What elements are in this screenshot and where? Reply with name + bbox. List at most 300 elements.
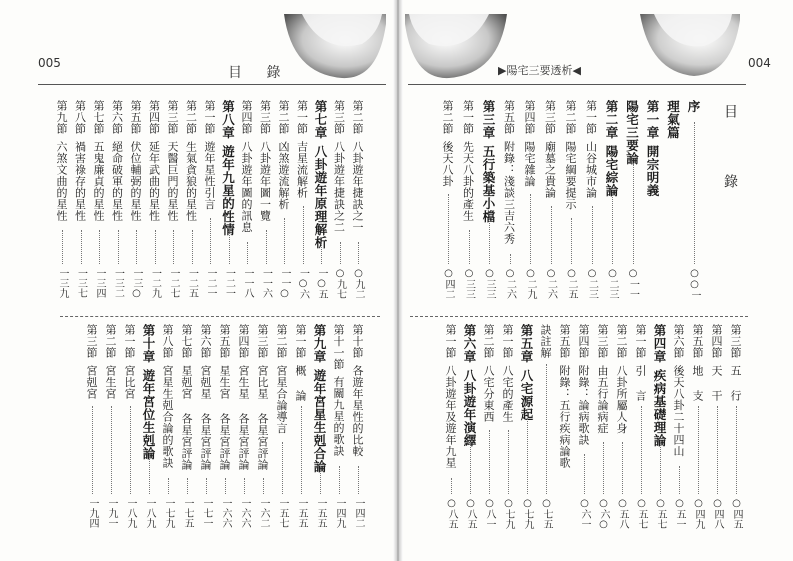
toc-entry [483, 324, 494, 422]
toc-leader-dots [592, 206, 593, 264]
toc-entry-label: 第一節 [295, 100, 309, 135]
toc-entry [504, 100, 515, 244]
toc-leader-dots [229, 230, 230, 264]
toc-entry-title: 生氣貪狼的星性 [184, 140, 198, 221]
toc-entry-title: 八卦遊年演繹 [462, 369, 477, 447]
toc-leader-dots [584, 454, 585, 494]
toc-entry [654, 324, 665, 447]
toc-entry-title: 遊年宮位生剋論 [141, 369, 156, 460]
toc-entry [521, 324, 532, 421]
toc-leader-dots [551, 206, 552, 264]
right-section-divider [410, 316, 748, 317]
toc-leader-dots [571, 218, 572, 264]
toc-entry-title: 陽宅雜論 [523, 140, 536, 187]
toc-entry-label: 第一章 [645, 100, 660, 139]
toc-entry-title: 遊年九星的性情 [220, 145, 236, 236]
toc-entry-title: 八卦所屬人身 [615, 364, 628, 434]
toc-entry-page-number: ○四二 [443, 268, 454, 299]
toc-entry-label: 第二節 [564, 100, 577, 135]
toc-entry [540, 324, 551, 359]
toc-entry-label: 第三章 [481, 100, 496, 139]
toc-entry-label: 第一節 [294, 324, 307, 359]
taiji-decoration-icon [282, 14, 386, 80]
toc-leader-dots [736, 406, 737, 494]
toc-entry-label: 第二節 [615, 324, 628, 359]
toc-entry-label: 理氣篇 [665, 100, 681, 139]
toc-entry [143, 324, 154, 460]
toc-leader-dots [130, 406, 131, 494]
toc-entry-page-number: 一九四 [87, 498, 98, 528]
toc-entry-label: 第一節 [634, 324, 647, 359]
toc-entry-page-number: ○五七 [655, 498, 666, 529]
toc-entry-label: 第三節 [85, 324, 98, 359]
toc-leader-dots [244, 478, 245, 494]
toc-entry-page-number: ○二九 [525, 268, 536, 299]
toc-leader-dots [321, 242, 322, 264]
toc-leader-dots [641, 406, 642, 494]
toc-leader-dots [530, 194, 531, 264]
toc-entry-label: 第八節 [73, 100, 87, 135]
toc-entry-title: 凶煞遊流解析 [277, 140, 290, 210]
toc-entry-page-number: 一二一 [223, 268, 235, 298]
toc-entry [124, 324, 135, 399]
toc-entry-title: 天醫巨門的星性 [166, 140, 179, 221]
toc-entry-label: 第一節 [444, 324, 457, 359]
toc-entry-label: 第五節 [218, 324, 231, 359]
toc-leader-dots [339, 466, 340, 494]
toc-entry-page-number: ○八一 [484, 498, 495, 529]
toc-entry-title: 各遊年星性的比較 [351, 364, 364, 457]
toc-entry [186, 100, 197, 221]
toc-leader-dots [155, 230, 156, 264]
toc-leader-dots [173, 230, 174, 264]
toc-entry-page-number: 一八九 [144, 498, 155, 528]
book-gutter [393, 0, 403, 561]
toc-leader-dots [508, 430, 509, 494]
toc-entry [559, 324, 570, 468]
toc-entry-label: 第四節 [710, 324, 723, 359]
toc-entry-title: 八卦遊年捷訣之一 [351, 140, 364, 233]
toc-entry [334, 100, 345, 233]
toc-entry-label: 第四節 [577, 324, 590, 359]
toc-entry-title: 廟墓之貴論 [543, 140, 557, 198]
toc-entry [295, 324, 306, 401]
toc-leader-dots [679, 466, 680, 494]
toc-entry-page-number: ○九七 [334, 268, 346, 299]
toc-leader-dots [694, 122, 695, 264]
toc-entry-title: 吉星流解析 [295, 140, 309, 198]
toc-entry-title: 八宅的產生 [501, 364, 514, 422]
toc-leader-dots [489, 430, 490, 494]
toc-entry-title: 六煞文曲的星性 [55, 140, 68, 221]
toc-entry-title: 後天八卦 [441, 140, 454, 187]
toc-leader-dots [187, 478, 188, 494]
toc-entry-page-number: 一四九 [334, 498, 345, 528]
toc-entry-label: 第七節 [180, 324, 193, 359]
toc-entry-page-number: 一三九 [57, 268, 68, 298]
toc-leader-dots [282, 442, 283, 494]
toc-leader-dots [358, 242, 359, 264]
toc-entry-label: 第三節 [256, 324, 269, 359]
toc-entry [181, 324, 192, 470]
toc-entry-page-number: ○二三 [586, 268, 598, 299]
toc-entry-label: 第五節 [691, 324, 704, 359]
toc-entry-title: 禍害祿存的星性 [73, 140, 87, 221]
toc-entry [545, 100, 556, 198]
toc-entry-page-number: 一七五 [182, 498, 193, 528]
toc-entry-title: 陽宅綱要提示 [564, 140, 577, 210]
toc-entry-title: 延年武曲的星性 [147, 140, 161, 221]
toc-entry-label: 第三節 [596, 324, 609, 359]
toc-entry-label: 第五節 [558, 324, 571, 359]
toc-leader-dots [168, 478, 169, 494]
toc-entry-title: 宮剋星 各星宮評論 [199, 364, 212, 470]
toc-entry-label: 第五節 [129, 100, 142, 135]
toc-entry-page-number: ○六一 [579, 498, 590, 529]
taiji-decoration-icon [640, 14, 740, 80]
toc-leader-dots [448, 194, 449, 264]
toc-entry-label: 第九節 [55, 100, 68, 135]
toc-leader-dots [284, 218, 285, 264]
toc-leader-dots [489, 218, 490, 264]
toc-entry-label: 第六節 [672, 324, 685, 359]
toc-entry [665, 100, 681, 145]
toc-leader-dots [263, 478, 264, 494]
toc-leader-dots [469, 230, 470, 264]
toc-entry-title: 八卦遊年圖一覽 [258, 140, 272, 221]
toc-leader-dots [301, 406, 302, 494]
toc-entry [688, 100, 699, 119]
toc-entry-page-number: 一二九 [149, 268, 161, 298]
taiji-decoration-icon [405, 14, 509, 80]
toc-leader-dots [118, 230, 119, 264]
toc-entry-label: 第六節 [110, 100, 124, 135]
toc-entry-label: 第一節 [584, 100, 598, 135]
toc-entry [565, 100, 576, 210]
toc-entry [241, 100, 252, 233]
toc-leader-dots [99, 230, 100, 264]
left-page-number: 005 [38, 56, 61, 70]
toc-entry-page-number: 一一六 [260, 268, 272, 298]
toc-entry-page-number: ○四八 [712, 498, 723, 529]
toc-entry-page-number: ○二三 [607, 268, 618, 299]
toc-entry-label: 第五章 [519, 324, 534, 363]
toc-entry-title: 先天八卦的產生 [461, 140, 475, 221]
toc-entry-label: 第二節 [104, 324, 117, 359]
toc-entry-label: 第四章 [652, 324, 667, 363]
toc-entry-page-number: 一三七 [75, 268, 87, 298]
toc-entry [238, 324, 249, 470]
toc-entry [276, 324, 287, 434]
toc-leader-dots [303, 206, 304, 264]
toc-entry-title: 八卦遊年原理解析 [313, 145, 328, 249]
toc-entry-page-number: 一○六 [297, 268, 309, 299]
toc-entry [86, 324, 97, 399]
toc-leader-dots [451, 478, 452, 494]
toc-entry-page-number: 一三二 [112, 268, 124, 298]
toc-entry [257, 324, 268, 470]
toc-entry-label: 第二節 [275, 324, 288, 359]
toc-leader-dots [527, 418, 528, 494]
toc-entry [219, 324, 230, 470]
toc-entry [635, 324, 646, 401]
toc-entry-title: 天 干 [710, 364, 723, 401]
toc-entry-label: 第三節 [332, 100, 346, 135]
toc-entry-title: 概 論 [294, 364, 307, 401]
toc-entry-title: 地 支 [691, 364, 704, 401]
toc-leader-dots [358, 466, 359, 494]
toc-entry-page-number: ○三三 [484, 268, 495, 299]
toc-entry-page-number: ○七九 [503, 498, 514, 529]
toc-entry-label: 第八章 [220, 100, 236, 139]
toc-entry-page-number: ○一一 [627, 268, 639, 299]
toc-entry-label: 第四節 [240, 100, 253, 135]
toc-entry-title: 八宅分東西 [482, 364, 495, 422]
toc-leader-dots [612, 194, 613, 264]
toc-title: 目 錄 [722, 104, 738, 208]
toc-entry-label: 第二節 [277, 100, 290, 135]
toc-entry-title: 附錄：淺談三吉六秀 [502, 140, 516, 244]
toc-entry-page-number: 一六六 [239, 498, 250, 528]
toc-leader-dots [717, 406, 718, 494]
toc-entry-title: 後天八卦二十四山 [672, 364, 685, 457]
toc-entry [112, 100, 123, 221]
toc-entry [442, 100, 453, 187]
toc-entry-title: 由五行論病症 [596, 364, 609, 434]
toc-entry [352, 324, 363, 457]
toc-entry-title: 八卦遊年及遊年九星 [444, 364, 457, 468]
toc-leader-dots [192, 230, 193, 264]
toc-entry-label: 第二節 [351, 100, 364, 135]
toc-entry [204, 100, 215, 210]
toc-entry [730, 324, 741, 401]
left-section-divider [60, 316, 380, 317]
toc-entry-title: 陽宅綜論 [604, 145, 619, 197]
toc-entry-title: 引 言 [634, 364, 647, 401]
toc-entry-label: 第九章 [312, 324, 327, 363]
toc-entry [130, 100, 141, 221]
toc-entry-title: 宮星生剋合論的歌訣 [161, 364, 174, 468]
toc-entry [315, 100, 326, 249]
toc-entry-label: 第七章 [313, 100, 328, 139]
toc-entry-title: 星生宮 各星宮評論 [218, 364, 231, 470]
toc-entry-page-number: ○五八 [617, 498, 628, 529]
toc-entry-title: 開宗明義 [645, 145, 660, 197]
toc-entry-page-number: 一○五 [316, 268, 327, 299]
toc-entry [105, 324, 116, 399]
toc-leader-dots [210, 218, 211, 264]
toc-entry-title: 五鬼廉貞的星性 [92, 140, 105, 221]
toc-entry-label: 第四節 [523, 100, 536, 135]
toc-leader-dots [81, 230, 82, 264]
toc-entry [624, 100, 640, 165]
left-page-header: 目 錄 [228, 65, 291, 81]
toc-leader-dots [546, 364, 547, 494]
toc-entry-page-number: 一三○ [131, 268, 142, 299]
toc-entry-title: 宮比宮 [123, 364, 136, 399]
toc-entry [260, 100, 271, 221]
toc-entry-label: 第六節 [199, 324, 212, 359]
toc-leader-dots [247, 242, 248, 264]
toc-entry-title: 遊年宮星生剋合論 [312, 369, 327, 473]
toc-entry-page-number: ○七五 [541, 498, 552, 529]
toc-entry-label: 第三節 [729, 324, 742, 359]
toc-entry [463, 100, 474, 221]
toc-entry-title: 八卦遊年圖的訊息 [240, 140, 253, 233]
toc-entry-label: 第一節 [501, 324, 514, 359]
left-header-rule [38, 84, 386, 85]
toc-entry [149, 100, 160, 221]
toc-entry [647, 100, 658, 197]
toc-entry-page-number: ○三三 [463, 268, 475, 299]
right-page-header: ▶陽宅三要透析◀ [498, 64, 581, 77]
right-page-number: 004 [748, 56, 771, 70]
toc-entry-page-number: 一八九 [125, 498, 136, 528]
toc-entry-page-number: 一九一 [106, 498, 117, 528]
toc-leader-dots [225, 478, 226, 494]
toc-entry-label: 第二節 [441, 100, 454, 135]
toc-entry [445, 324, 456, 468]
toc-entry-page-number: ○二六 [545, 268, 557, 299]
toc-entry-title: 八卦遊年捷訣之二 [332, 140, 346, 233]
toc-entry [220, 100, 236, 236]
toc-entry [692, 324, 703, 401]
toc-leader-dots [510, 254, 511, 264]
toc-entry-title: 訣註解 [539, 324, 552, 359]
toc-entry-label: 第十一節 [332, 324, 345, 370]
toc-entry-label: 第三節 [543, 100, 557, 135]
toc-leader-dots [470, 442, 471, 494]
toc-entry [586, 100, 597, 198]
toc-entry-page-number: 一七一 [201, 498, 212, 528]
toc-leader-dots [603, 442, 604, 494]
toc-leader-dots [320, 466, 321, 494]
toc-leader-dots [622, 442, 623, 494]
toc-leader-dots [206, 478, 207, 494]
toc-entry [278, 100, 289, 210]
toc-entry [711, 324, 722, 401]
toc-entry-page-number: ○二六 [504, 268, 516, 299]
toc-entry-page-number: 一五五 [296, 498, 307, 528]
toc-leader-dots [340, 242, 341, 264]
toc-entry [93, 100, 104, 221]
toc-entry-page-number: ○五一 [674, 498, 685, 529]
toc-entry-title: 五 行 [729, 364, 742, 401]
toc-entry-page-number: 一二五 [186, 268, 198, 298]
toc-entry-label: 第一節 [123, 324, 136, 359]
toc-entry [597, 324, 608, 434]
toc-entry [314, 324, 325, 473]
toc-entry-page-number: 一六六 [220, 498, 231, 528]
toc-entry-title: 宮生星 各星宮評論 [237, 364, 250, 470]
toc-entry-page-number: ○八五 [446, 498, 457, 529]
toc-entry [578, 324, 589, 445]
toc-leader-dots [136, 230, 137, 264]
toc-entry-page-number: ○四九 [693, 498, 704, 529]
toc-entry-label: 第八節 [161, 324, 174, 359]
right-header-rule [408, 84, 746, 85]
toc-entry-label: 第二章 [604, 100, 619, 139]
toc-entry-page-number: 一六二 [258, 498, 269, 528]
toc-entry-label: 第十章 [141, 324, 156, 363]
toc-entry-label: 第十節 [351, 324, 364, 359]
toc-entry-label: 第二節 [482, 324, 495, 359]
toc-entry-page-number: 一三四 [94, 268, 105, 298]
toc-entry-title: 宮比星 各星宮評論 [256, 364, 269, 470]
toc-entry [483, 100, 494, 223]
toc-entry-page-number: ○二五 [566, 268, 577, 299]
toc-entry [200, 324, 211, 470]
toc-entry [297, 100, 308, 198]
toc-entry-page-number: 一一○ [279, 268, 290, 299]
toc-leader-dots [266, 230, 267, 264]
toc-entry-title: 宮生宮 [104, 364, 117, 399]
toc-entry-label: 序 [686, 100, 701, 113]
toc-entry-page-number: ○○一 [689, 268, 700, 300]
toc-entry-label: 第七節 [92, 100, 105, 135]
toc-leader-dots [111, 406, 112, 494]
toc-entry-page-number: 一五五 [315, 498, 326, 528]
toc-entry-title: 山谷城市論 [584, 140, 598, 198]
toc-leader-dots [149, 454, 150, 494]
toc-entry-page-number: 一一八 [242, 268, 253, 298]
toc-entry-page-number: 一二七 [168, 268, 179, 298]
toc-entry-page-number: 一二一 [205, 268, 216, 298]
toc-leader-dots [92, 406, 93, 494]
toc-entry-title: 陽宅三要論 [624, 100, 640, 165]
toc-entry [56, 100, 67, 221]
toc-entry-title: 宮星合論導言 [275, 364, 288, 434]
toc-entry [502, 324, 513, 422]
toc-entry [75, 100, 86, 221]
toc-entry-page-number: ○四五 [731, 498, 742, 529]
toc-entry-page-number: 一七九 [163, 498, 174, 528]
toc-entry-title: 宮剋宮 [85, 364, 98, 399]
toc-entry-title: 遊年星性引言 [203, 140, 216, 210]
toc-entry-label: 第四節 [147, 100, 161, 135]
toc-entry-label: 第一節 [203, 100, 216, 135]
toc-leader-dots [62, 230, 63, 264]
toc-entry [464, 324, 475, 447]
toc-entry-page-number: ○六○ [598, 498, 609, 530]
toc-leader-dots [660, 442, 661, 494]
toc-entry [162, 324, 173, 468]
toc-entry [352, 100, 363, 233]
toc-entry-page-number: ○五七 [636, 498, 647, 529]
toc-entry-title: 星剋宮 各星宮評論 [180, 364, 193, 470]
toc-entry-title: 附錄：五行疾病論歌 [558, 364, 571, 468]
toc-entry-title: 有關九星的歌訣 [332, 376, 345, 457]
toc-entry-label: 第四節 [237, 324, 250, 359]
toc-entry-page-number: ○九二 [353, 268, 364, 299]
toc-entry [167, 100, 178, 221]
toc-entry [616, 324, 627, 434]
toc-entry-page-number: ○七九 [522, 498, 533, 529]
toc-leader-dots [698, 406, 699, 494]
toc-entry-label: 第二節 [184, 100, 198, 135]
toc-entry [333, 324, 344, 457]
toc-entry-title: 絕命破軍的星性 [110, 140, 124, 221]
toc-entry-page-number: ○八五 [465, 498, 476, 529]
toc-entry [606, 100, 617, 197]
toc-entry-label: 第三節 [166, 100, 179, 135]
toc-entry-title: 五行築基小檔 [481, 145, 496, 223]
toc-entry-title: 附錄：論病歌訣 [577, 364, 590, 445]
toc-entry-label: 第一節 [461, 100, 475, 135]
toc-entry-label: 第六章 [462, 324, 477, 363]
toc-entry-label: 第五節 [502, 100, 516, 135]
toc-leader-dots [633, 164, 634, 264]
